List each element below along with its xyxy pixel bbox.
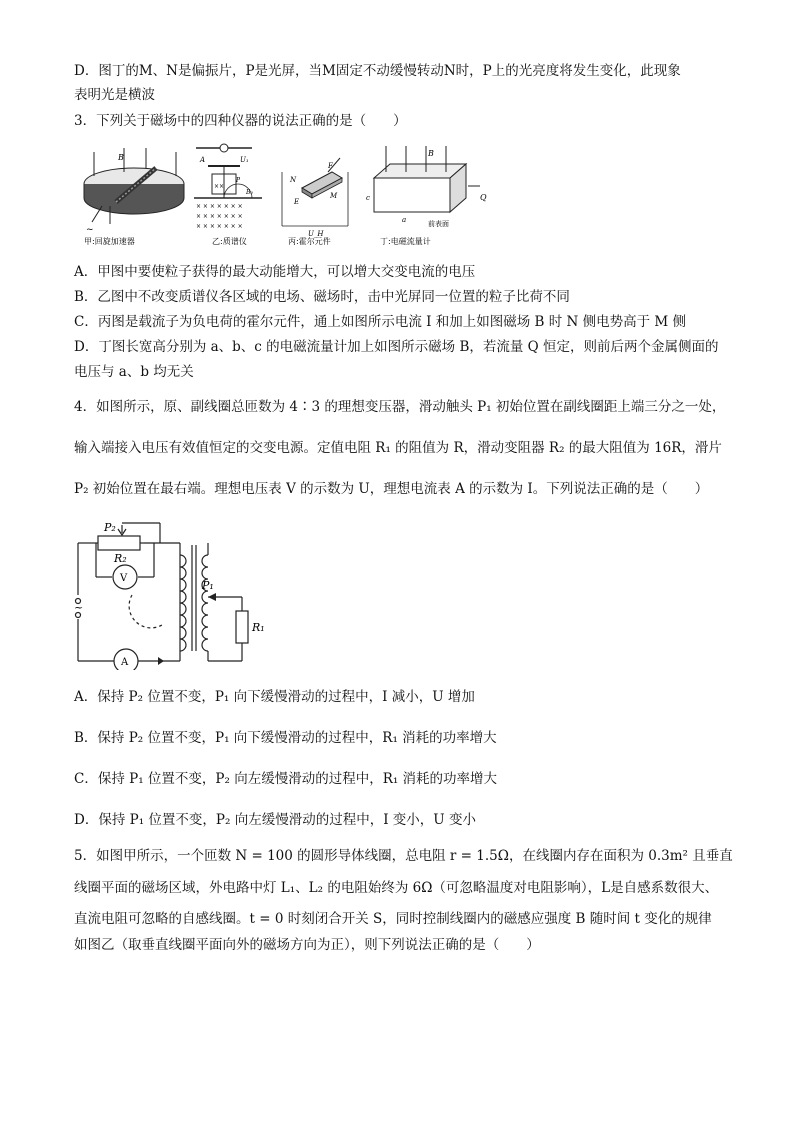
q3-option-c: C．丙图是载流子为负电荷的霍尔元件，通上如图所示电流 I 和加上如图磁场 B 时 N 侧电势高于 M 侧 bbox=[74, 314, 687, 330]
fig-cyclotron-caption: 甲:回旋加速器 bbox=[84, 237, 135, 246]
q4-stem-line1: 4．如图所示，原、副线圈总匝数为 4∶3 的理想变压器，滑动触头 P₁ 初始位置在副线圈距上端三分之一处， bbox=[74, 399, 726, 415]
q3-option-b: B．乙图中不改变质谱仪各区域的电场、磁场时，击中光屏同一位置的粒子比荷不同 bbox=[74, 289, 570, 305]
fig-ms-label-p: P bbox=[236, 177, 241, 184]
fig-cyclotron-ac-symbol: ~ bbox=[86, 225, 94, 235]
q2-option-d-line1: D．图丁的M、N是偏振片，P是光屏，当M固定不动缓慢转动N时，P上的光亮度将发生变化，此现象 bbox=[74, 63, 681, 79]
q3-option-d-line1: D．丁图长宽高分别为 a、b、c 的电磁流量计加上如图所示磁场 B，若流量 Q 恒定，则前后两个金属侧面的 bbox=[74, 339, 719, 355]
q4-option-a: A．保持 P₂ 位置不变，P₁ 向下缓慢滑动的过程中，I 减小，U 增加 bbox=[74, 689, 475, 705]
q2-option-d-line2: 表明光是横波 bbox=[74, 87, 155, 103]
fig-flow-label-c: c bbox=[366, 194, 370, 202]
fig-flow-label-q: Q bbox=[480, 193, 487, 202]
q4-option-d: D．保持 P₁ 位置不变，P₂ 向左缓慢滑动的过程中，I 变小，U 变小 bbox=[74, 812, 476, 828]
fig-ms-label-a: A bbox=[200, 156, 206, 164]
q4-stem-line3: P₂ 初始位置在最右端。理想电压表 V 的示数为 U，理想电流表 A 的示数为 I。下列说法正确的是（ ） bbox=[74, 481, 709, 497]
q4-circuit-svg bbox=[74, 515, 284, 670]
svg-text:× × × × × × ×: × × × × × × × bbox=[196, 223, 243, 230]
q4-option-c: C．保持 P₁ 位置不变，P₂ 向左缓慢滑动的过程中，R₁ 消耗的功率增大 bbox=[74, 771, 498, 787]
q5-stem-line1: 5．如图甲所示，一个匝数 N = 100 的圆形导体线圈，总电阻 r = 1.5Ω，在线圈内存在面积为 0.3m² 且垂直 bbox=[74, 848, 733, 864]
fig-ms-label-u1: U₁ bbox=[240, 156, 249, 164]
fig-flow-label-b: B bbox=[428, 149, 434, 158]
fig-hall-label-e: E bbox=[294, 198, 300, 206]
q5-stem-line4: 如图乙（取垂直线圈平面向外的磁场方向为正），则下列说法正确的是（ ） bbox=[74, 937, 540, 953]
q3-stem: 3．下列关于磁场中的四种仪器的说法正确的是（ ） bbox=[74, 113, 407, 129]
q4-stem-line2: 输入端接入电压有效值恒定的交变电源。定值电阻 R₁ 的阻值为 R，滑动变阻器 R₂ 的最大阻值为 16R，滑片 bbox=[74, 440, 722, 456]
q4-circuit-figure bbox=[74, 515, 284, 670]
svg-text:× × × × × × ×: × × × × × × × bbox=[196, 213, 243, 220]
circuit-ammeter-label: A bbox=[121, 657, 129, 668]
q3-figures-svg bbox=[76, 142, 496, 254]
q3-figure-row bbox=[76, 142, 496, 254]
circuit-ac-source-symbol: ~ bbox=[74, 601, 84, 614]
svg-text:× × × × × × ×: × × × × × × × bbox=[196, 203, 243, 210]
fig-flow-caption: 丁:电磁流量计 bbox=[380, 237, 431, 246]
fig-hall-label-n: N bbox=[290, 176, 297, 184]
q5-stem-line2: 线圈平面的磁场区域，外电路中灯 L₁、L₂ 的电阻始终为 6Ω（可忽略温度对电阻影响），L是自感系数很大、 bbox=[74, 880, 719, 896]
fig-mass-spectrometer bbox=[194, 144, 262, 246]
svg-text:××: ×× bbox=[214, 183, 225, 190]
fig-ms-caption: 乙:质谱仪 bbox=[212, 237, 247, 246]
q5-stem-line3: 直流电阻可忽略的自感线圈。t = 0 时刻闭合开关 S，同时控制线圈内的磁感应强度 B 随时间 t 变化的规律 bbox=[74, 911, 712, 927]
q3-option-d-line2: 电压与 a、b 均无关 bbox=[74, 364, 194, 380]
fig-flow-label-a: a bbox=[402, 216, 407, 224]
fig-ms-label-b0: B₀ bbox=[246, 189, 253, 196]
circuit-voltmeter-label: V bbox=[120, 573, 128, 584]
fig-flow-label-front: 前表面 bbox=[428, 220, 449, 228]
fig-hall-caption: 丙:霍尔元件 bbox=[288, 237, 331, 246]
fig-hall-label-f: F bbox=[328, 162, 333, 170]
circuit-label-r2: R₂ bbox=[114, 552, 127, 565]
q4-option-b: B．保持 P₂ 位置不变，P₁ 向下缓慢滑动的过程中，R₁ 消耗的功率增大 bbox=[74, 730, 497, 746]
fig-hall-element bbox=[282, 158, 348, 246]
fig-cyclotron-label-b: B bbox=[118, 153, 124, 162]
fig-hall-label-m: M bbox=[330, 192, 338, 200]
circuit-label-p1: P₁ bbox=[202, 579, 214, 592]
circuit-label-p2: P₂ bbox=[104, 521, 116, 534]
fig-cyclotron bbox=[84, 148, 184, 246]
circuit-label-r1: R₁ bbox=[252, 621, 265, 634]
q3-option-a: A．甲图中要使粒子获得的最大动能增大，可以增大交变电流的电压 bbox=[74, 264, 476, 280]
fig-hall-label-uh: U_H bbox=[308, 230, 324, 238]
fig-flowmeter bbox=[366, 146, 487, 246]
